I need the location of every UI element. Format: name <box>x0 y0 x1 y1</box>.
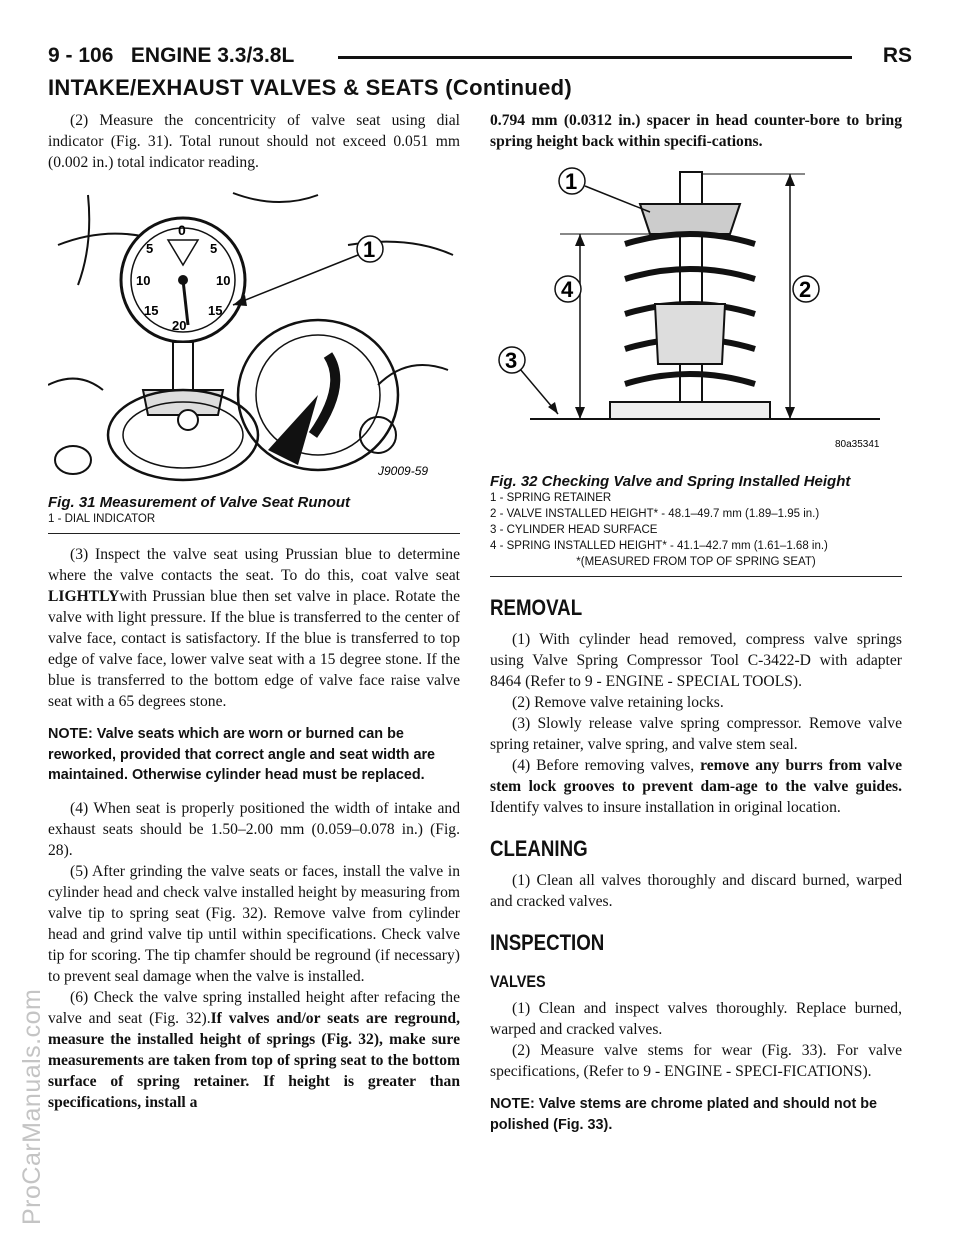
header-title: ENGINE 3.3/3.8L <box>130 44 295 67</box>
fig32-legend-1: 1 - SPRING RETAINER <box>490 492 612 504</box>
fig31-code: J9009-59 <box>378 464 429 478</box>
removal-step-4-bold: remove any burrs from valve stem lock grooves to prevent dam-age to the valve guides. <box>490 757 902 795</box>
removal-step-2: (2) Remove valve retaining locks. <box>512 694 724 711</box>
header-rule <box>338 56 852 59</box>
right-column <box>490 110 902 1147</box>
step-3-text <box>48 544 460 712</box>
step-3-part-b: with Prussian blue then set valve in place. Rotate the valve with light pressure. If the blue is transferred to the center of valve face, contact is satisfactory. If the blue is transferred to top edge of valve face, lower valve seat with a 15 degree stone. If the blue is transferred to the bottom edge of valve face raise valve seat with a 65 degrees stone. <box>48 588 460 710</box>
fig32-legend-2: 2 - VALVE INSTALLED HEIGHT* - 48.1–49.7 mm (1.89–1.95 in.) <box>490 508 820 520</box>
fig31-rule <box>48 533 460 534</box>
fig32-callout-3: 3 <box>505 348 518 373</box>
removal-step-3: (3) Slowly release valve spring compressor. Remove valve spring retainer, valve spring, and valve stem seal. <box>490 715 902 753</box>
cleaning-heading: CLEANING <box>490 836 588 861</box>
cleaning-step-1: (1) Clean all valves thoroughly and discard burned, warped and cracked valves. <box>490 872 902 910</box>
fig32-code: 80a35341 <box>835 439 880 450</box>
step-4-text: (4) When seat is properly positioned the width of intake and exhaust seats should be 1.50–2.00 mm (0.059–0.078 in.) (Fig. 28). <box>48 799 460 859</box>
section-title: INTAKE/EXHAUST VALVES & SEATS (Continued) <box>48 75 573 100</box>
valves-subheading: VALVES <box>490 972 546 991</box>
fig32-caption: Fig. 32 Checking Valve and Spring Installed Height <box>490 473 851 490</box>
step-2-text: (2) Measure the concentricity of valve seat using dial indicator (Fig. 31). Total runout should not exceed 0.051 mm (0.002 in.) total indicator reading. <box>48 112 460 171</box>
dial-indicator-illustration <box>48 185 460 485</box>
inspection-heading: INSPECTION <box>490 930 605 955</box>
fig31-callout-1: 1 <box>363 237 376 262</box>
watermark: ProCarManuals.com <box>18 988 46 1225</box>
left-column <box>48 110 460 1113</box>
fig32-callout-4: 4 <box>561 277 574 302</box>
figure-32 <box>490 164 902 577</box>
fig32-callout-2: 2 <box>799 277 812 302</box>
svg-text:0: 0 <box>178 222 186 238</box>
step-3-part-a: (3) Inspect the valve seat using Prussian blue to determine where the valve contacts the seat. To do this, coat valve seat <box>48 546 460 584</box>
svg-text:15: 15 <box>208 303 223 318</box>
header-code: RS <box>882 44 912 67</box>
step-6-bold: If valves and/or seats are reground, measure the installed height of springs (Fig. 32), make sure measurements are taken from top of spring seat to the bottom surface of spring retainer. If height is greater than specifications, install a <box>48 1009 460 1111</box>
step-5-text: (5) After grinding the valve seats or faces, install the valve in cylinder head and check valve installed height by measuring from valve tip to spring seat (Fig. 32). Remove valve from cylinder head and grind valve tip until within specifications. Check valve tip for scoring. The tip chamfer should be reground (if necessary) to prevent seal damage when the valve is installed. <box>48 862 460 985</box>
removal-step-4 <box>490 755 902 818</box>
fig31-caption: Fig. 31 Measurement of Valve Seat Runout <box>48 494 351 511</box>
step-6-part-a: (6) Check the valve spring installed height after refacing the valve and seat (Fig. 32). <box>48 988 460 1027</box>
svg-text:20: 20 <box>172 318 187 333</box>
fig32-legend-4: 4 - SPRING INSTALLED HEIGHT* - 41.1–42.7 mm (1.61–1.68 in.) <box>490 540 828 552</box>
valve-stem-note: NOTE: Valve stems are chrome plated and should not be polished (Fig. 33). <box>490 1096 878 1133</box>
fig32-callout-1: 1 <box>565 169 578 194</box>
removal-step-1: (1) With cylinder head removed, compress valve springs using Valve Spring Compressor Tool C-3422-D with adapter 8464 (Refer to 9 - ENGINE - SPECIAL TOOLS). <box>490 631 902 690</box>
removal-step-4-part-b: Identify valves to insure installation in original location. <box>490 799 841 816</box>
continued-bold-text <box>490 110 902 152</box>
inspection-step-2: (2) Measure valve stems for wear (Fig. 33). For valve specifications, (Refer to 9 - ENGINE - SPECI-FICATIONS). <box>490 1042 902 1080</box>
spacer-instruction: 0.794 mm (0.0312 in.) spacer in head counter-bore to bring spring height back within specifi-cations. <box>490 112 902 150</box>
svg-text:5: 5 <box>210 241 218 256</box>
page-number: 9 - 106 <box>48 44 114 67</box>
removal-step-4-part-a: (4) Before removing valves, <box>512 757 701 774</box>
step-6-text <box>48 987 460 1113</box>
step-3-bold: LIGHTLY <box>48 588 120 605</box>
page-number-title <box>48 44 294 68</box>
svg-text:10: 10 <box>216 273 231 288</box>
fig32-rule <box>490 576 902 577</box>
inspection-step-1: (1) Clean and inspect valves thoroughly. Replace burned, warped and cracked valves. <box>490 1000 902 1038</box>
svg-text:15: 15 <box>144 303 159 318</box>
fig32-legend-3: 3 - CYLINDER HEAD SURFACE <box>490 524 658 536</box>
figure-31 <box>48 185 460 534</box>
valve-spring-illustration <box>490 164 902 464</box>
svg-text:5: 5 <box>146 241 154 256</box>
removal-heading: REMOVAL <box>490 595 583 620</box>
svg-text:10: 10 <box>136 273 151 288</box>
fig31-legend: 1 - DIAL INDICATOR <box>48 513 156 525</box>
page-header <box>48 44 912 74</box>
fig32-footnote: *(MEASURED FROM TOP OF SPRING SEAT) <box>576 556 816 568</box>
valve-seat-note: NOTE: Valve seats which are worn or burned can be reworked, provided that correct angle and seat width are maintained. Otherwise cylinder head must be replaced. <box>48 726 436 783</box>
